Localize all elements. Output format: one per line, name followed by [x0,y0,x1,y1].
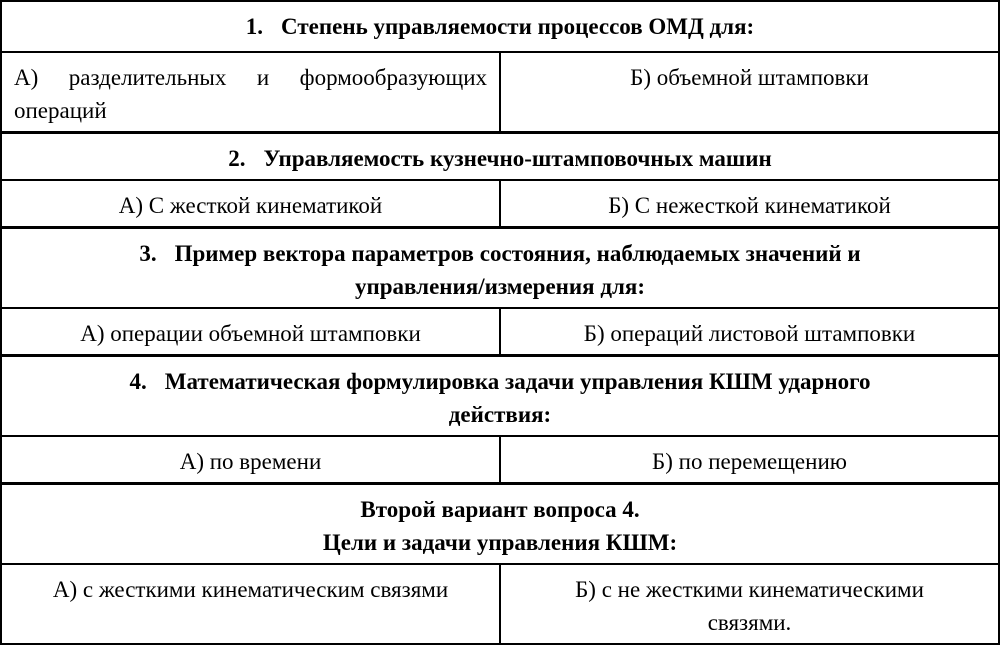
option-a-text: А) разделительных и формообразующих [14,65,487,90]
question-text: Степень управляемости процессов ОМД для: [281,14,755,39]
question-cell-3 [1,228,999,309]
option-b-text: Б) с не жесткими кинематическими [575,577,924,602]
option-a-text: А) операции объемной штамповки [80,321,421,346]
question-cell-1 [1,1,999,52]
question-text-line2: Цели и задачи управления КШМ: [322,530,678,555]
question-number: 1. [245,14,264,39]
question-text: Пример вектора параметров состояния, наблюдаемых значений и [174,241,861,266]
option-b-text: Б) по перемещению [652,449,847,474]
options-row-1 [1,52,999,133]
option-a-text: А) С жесткой кинематикой [118,193,383,218]
option-a-text: А) с жесткими кинематическим связями [52,577,449,602]
question-cell-2 [1,133,999,181]
question-text: Математическая формулировка задачи управления КШМ ударного [164,369,871,394]
option-b-cell-3 [500,308,999,356]
question-cell-4 [1,356,999,437]
question-row-3 [1,228,999,309]
question-row-1 [1,1,999,52]
option-b-text: Б) объемной штамповки [630,65,869,90]
question-number: 3. [139,241,157,266]
options-row-2 [1,180,999,228]
option-a-cell-3 [1,308,500,356]
option-a-text-line2: операций [14,98,107,123]
option-a-text: А) по времени [179,449,322,474]
question-row-5 [1,484,999,565]
options-row-3 [1,308,999,356]
option-b-text-line2: связями. [707,610,792,635]
question-text-line2: управления/измерения для: [355,274,645,299]
question-cell-5 [1,484,999,565]
option-b-cell-1 [500,52,999,133]
question-number: 2. [228,146,246,171]
option-a-cell-1 [1,52,500,133]
option-b-text: Б) С нежесткой кинематикой [608,193,891,218]
option-a-cell-5 [1,564,500,644]
question-row-4 [1,356,999,437]
options-row-5 [1,564,999,644]
option-b-cell-4 [500,436,999,484]
question-row-2 [1,133,999,181]
question-text: Второй вариант вопроса 4. [360,497,640,522]
question-text-line2: действия: [448,402,552,427]
options-row-4 [1,436,999,484]
question-number: 4. [129,369,147,394]
option-b-cell-2 [500,180,999,228]
option-b-cell-5 [500,564,999,644]
option-a-cell-2 [1,180,500,228]
option-a-cell-4 [1,436,500,484]
question-text: Управляемость кузнечно-штамповочных машин [263,146,772,171]
option-b-text: Б) операций листовой штамповки [583,321,916,346]
